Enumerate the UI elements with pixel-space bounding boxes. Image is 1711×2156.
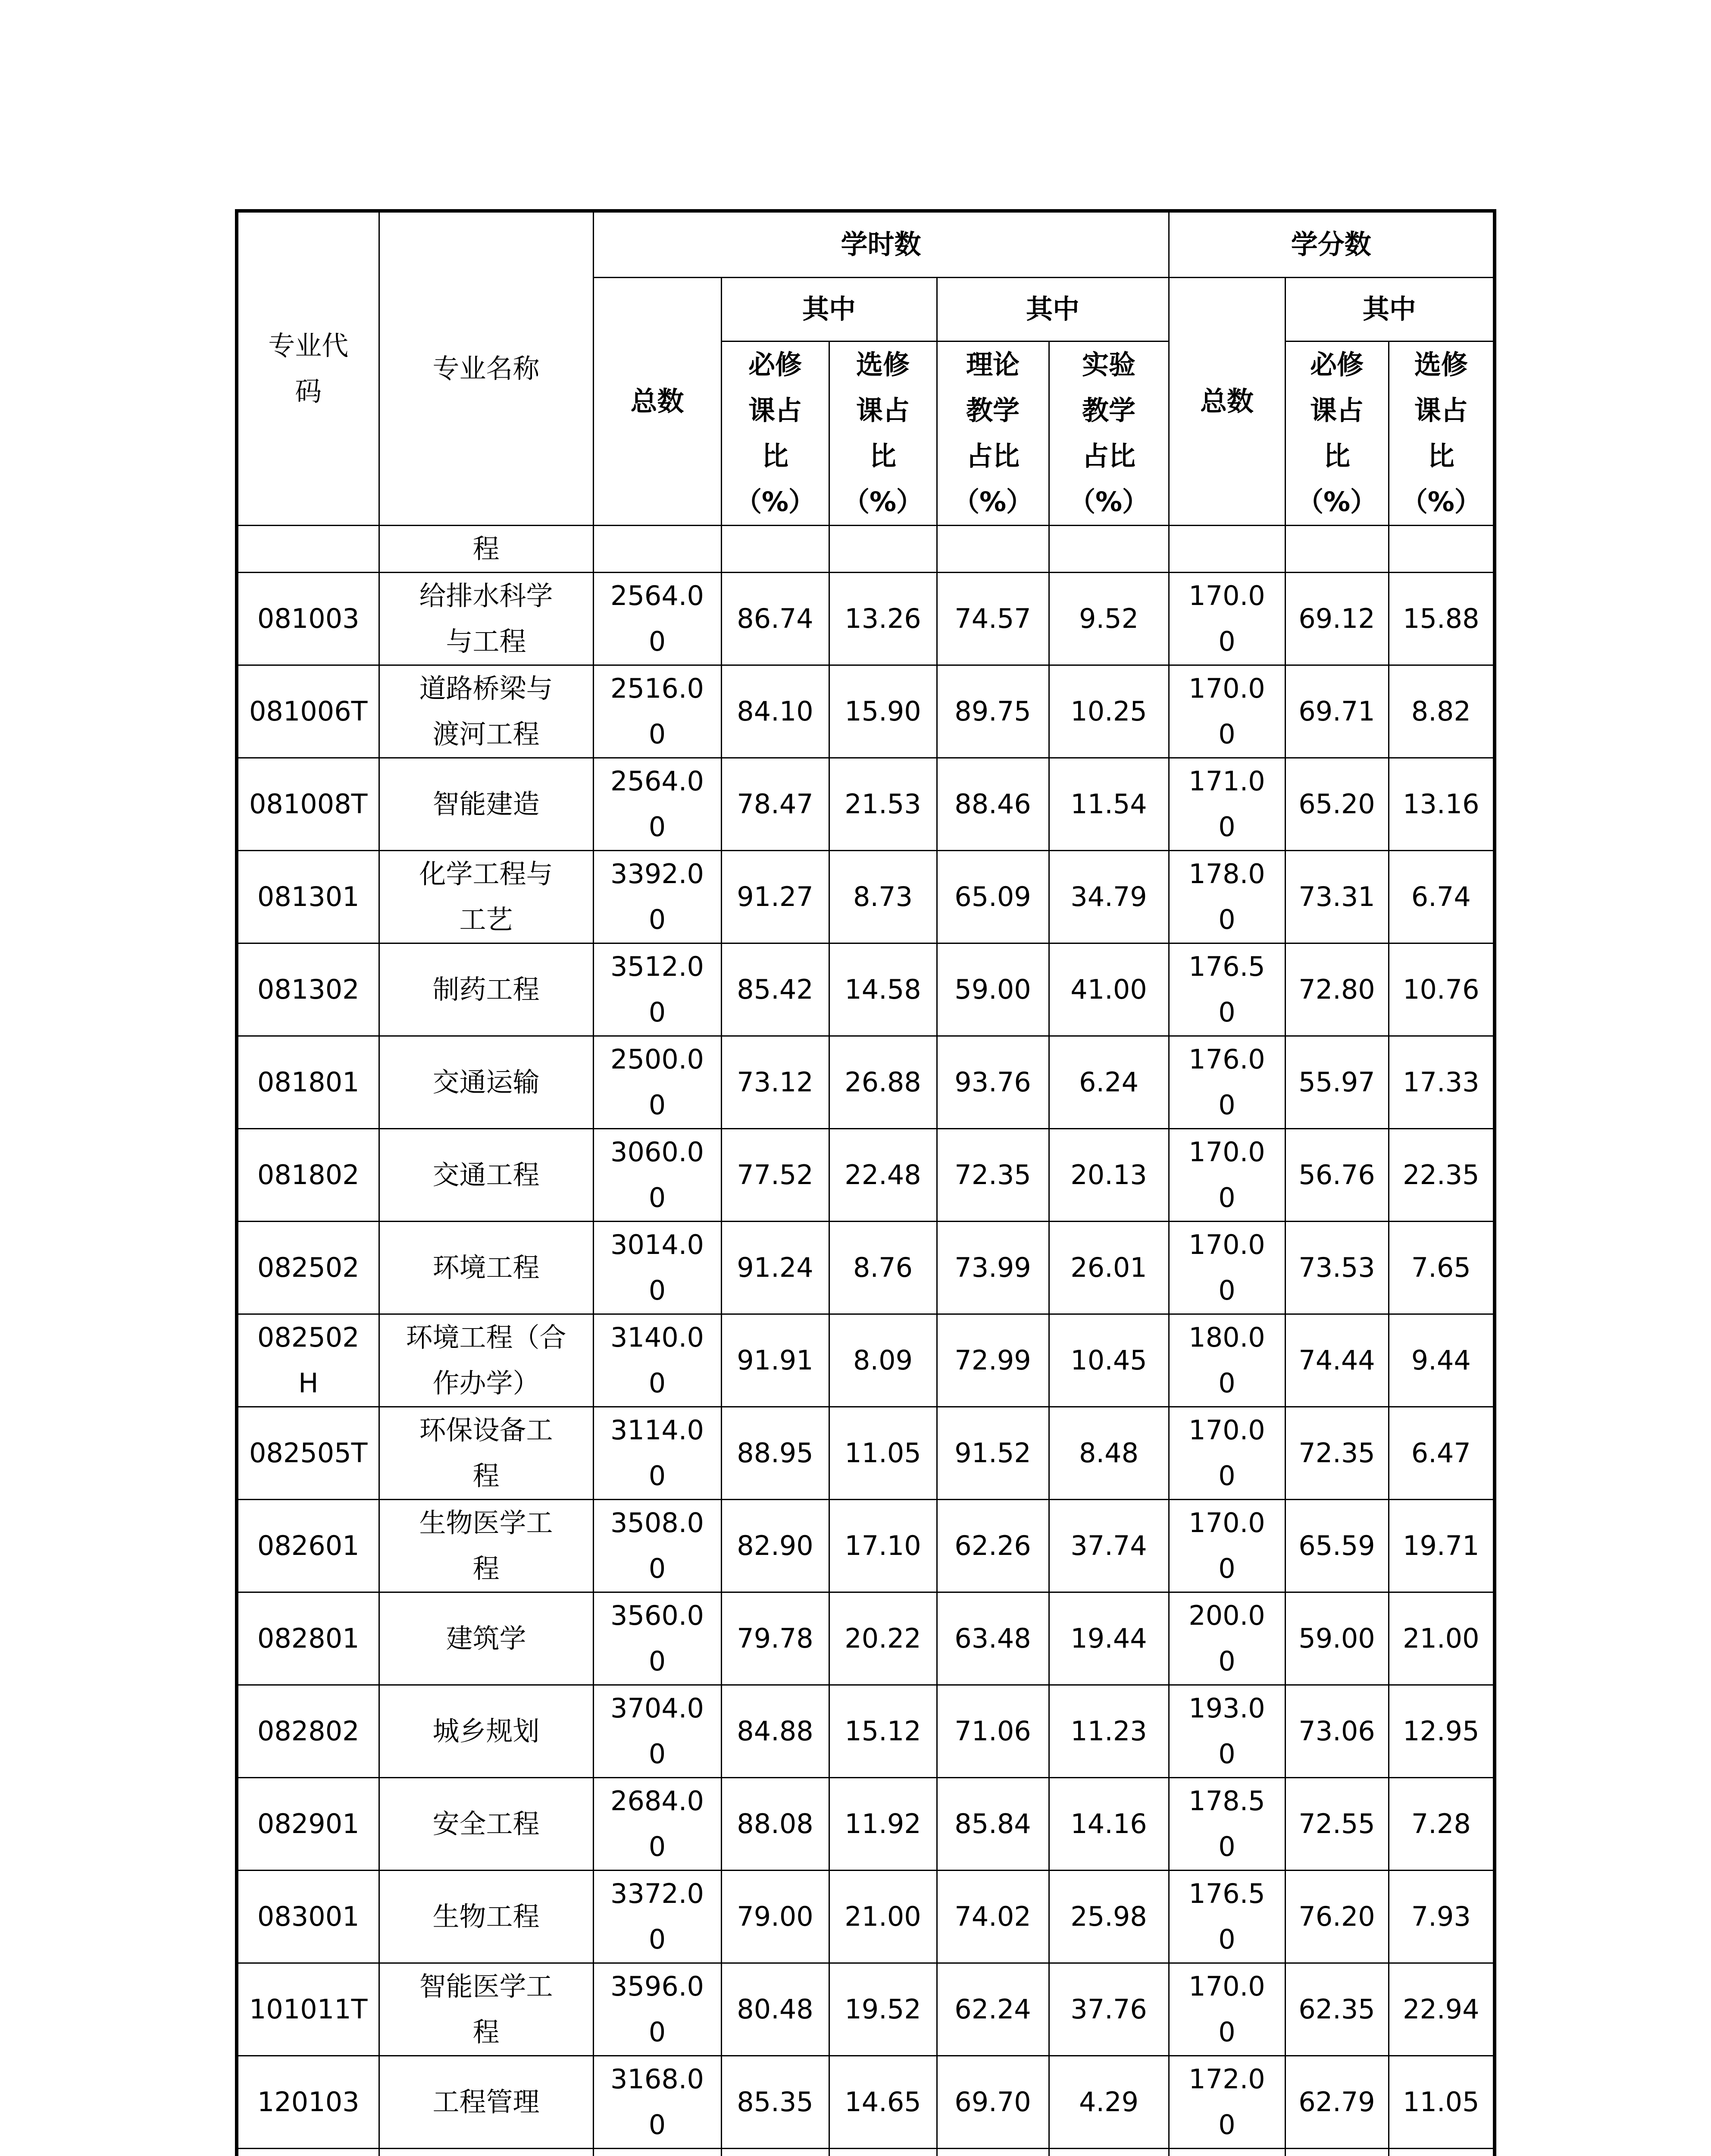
cell-theory: 88.46 — [937, 758, 1049, 850]
cell-hours-total: 3140.0 0 — [593, 1314, 721, 1407]
cell-name: 生物医学工 程 — [379, 1499, 593, 1592]
cell-code: 101011T — [237, 1963, 379, 2056]
cell-hours-elec: 22.48 — [829, 1128, 937, 1221]
header-code: 专业代 码 — [237, 211, 379, 525]
table-row — [237, 665, 1495, 758]
cell-name: 工程管理 — [379, 2056, 593, 2148]
cell-hours-elec — [829, 2148, 937, 2156]
cell-hours-total: 3392.0 0 — [593, 850, 721, 943]
cell-credits-req: 55.97 — [1285, 1036, 1389, 1128]
cell-credits-total: 176.0 0 — [1169, 1036, 1285, 1128]
table-row — [237, 525, 1495, 572]
cell-lab: 9.52 — [1049, 572, 1169, 665]
cell-hours-req: 91.24 — [721, 1221, 829, 1314]
cell-credits-req: 73.31 — [1285, 850, 1389, 943]
cell-theory: 72.99 — [937, 1314, 1049, 1407]
cell-hours-total — [593, 525, 721, 572]
cell-credits-total: 170.0 0 — [1169, 572, 1285, 665]
cell-lab: 10.45 — [1049, 1314, 1169, 1407]
cell-credits-total — [1169, 2148, 1285, 2156]
cell-name: 生物工程 — [379, 1870, 593, 1963]
cell-credits-elec: 6.47 — [1389, 1407, 1495, 1499]
cell-hours-total: 3508.0 0 — [593, 1499, 721, 1592]
cell-theory: 74.57 — [937, 572, 1049, 665]
cell-lab: 19.44 — [1049, 1592, 1169, 1685]
table-row — [237, 1777, 1495, 1870]
cell-hours-total: 3060.0 0 — [593, 1128, 721, 1221]
cell-credits-req: 72.35 — [1285, 1407, 1389, 1499]
cell-hours-elec: 13.26 — [829, 572, 937, 665]
cell-name: 环境工程 — [379, 1221, 593, 1314]
cell-credits-elec: 7.93 — [1389, 1870, 1495, 1963]
cell-hours-req: 86.74 — [721, 572, 829, 665]
table-row — [237, 1128, 1495, 1221]
table-row — [237, 2148, 1495, 2156]
cell-lab: 11.23 — [1049, 1685, 1169, 1777]
cell-credits-elec: 7.28 — [1389, 1777, 1495, 1870]
cell-hours-elec: 17.10 — [829, 1499, 937, 1592]
cell-name: 化学工程与 工艺 — [379, 850, 593, 943]
cell-hours-total: 3560.0 0 — [593, 1592, 721, 1685]
cell-credits-elec: 13.16 — [1389, 758, 1495, 850]
cell-hours-elec: 8.09 — [829, 1314, 937, 1407]
cell-credits-req: 59.00 — [1285, 1592, 1389, 1685]
cell-theory: 72.35 — [937, 1128, 1049, 1221]
cell-hours-elec: 14.65 — [829, 2056, 937, 2148]
cell-hours-total: 2564.0 0 — [593, 572, 721, 665]
cell-lab: 10.25 — [1049, 665, 1169, 758]
table-row — [237, 2056, 1495, 2148]
cell-credits-elec: 10.76 — [1389, 943, 1495, 1036]
cell-theory: 93.76 — [937, 1036, 1049, 1128]
cell-credits-req: 69.12 — [1285, 572, 1389, 665]
cell-credits-total: 193.0 0 — [1169, 1685, 1285, 1777]
cell-code: 082801 — [237, 1592, 379, 1685]
cell-code: 082505T — [237, 1407, 379, 1499]
cell-credits-elec: 21.00 — [1389, 1592, 1495, 1685]
cell-hours-req: 84.88 — [721, 1685, 829, 1777]
cell-hours-req: 79.78 — [721, 1592, 829, 1685]
cell-hours-req: 82.90 — [721, 1499, 829, 1592]
cell-credits-elec: 8.82 — [1389, 665, 1495, 758]
cell-theory: 74.02 — [937, 1870, 1049, 1963]
cell-credits-req: 76.20 — [1285, 1870, 1389, 1963]
cell-lab — [1049, 2148, 1169, 2156]
cell-code: 082802 — [237, 1685, 379, 1777]
cell-hours-total: 3014.0 0 — [593, 1221, 721, 1314]
cell-hours-req: 88.08 — [721, 1777, 829, 1870]
table-row — [237, 1036, 1495, 1128]
header-credits-of-which: 其中 — [1285, 277, 1495, 341]
cell-hours-req — [721, 525, 829, 572]
table-row — [237, 1314, 1495, 1407]
cell-credits-elec: 15.88 — [1389, 572, 1495, 665]
cell-theory: 63.48 — [937, 1592, 1049, 1685]
cell-credits-elec: 17.33 — [1389, 1036, 1495, 1128]
cell-lab — [1049, 525, 1169, 572]
cell-name: 安全工程 — [379, 1777, 593, 1870]
cell-credits-total: 176.5 0 — [1169, 943, 1285, 1036]
table-row — [237, 572, 1495, 665]
cell-hours-req — [721, 2148, 829, 2156]
cell-code: 081008T — [237, 758, 379, 850]
cell-code: 120103 — [237, 2056, 379, 2148]
table-row — [237, 1221, 1495, 1314]
cell-hours-req: 73.12 — [721, 1036, 829, 1128]
table-row — [237, 943, 1495, 1036]
cell-name: 制药工程 — [379, 943, 593, 1036]
table-row — [237, 1592, 1495, 1685]
cell-hours-total: 3596.0 0 — [593, 1963, 721, 2056]
cell-lab: 6.24 — [1049, 1036, 1169, 1128]
cell-credits-total: 170.0 0 — [1169, 1963, 1285, 2056]
cell-lab: 37.74 — [1049, 1499, 1169, 1592]
cell-credits-total: 180.0 0 — [1169, 1314, 1285, 1407]
cell-code: 082601 — [237, 1499, 379, 1592]
cell-hours-elec: 11.92 — [829, 1777, 937, 1870]
cell-name — [379, 2148, 593, 2156]
header-theory-pct: 理论 教学 占比 （%） — [937, 341, 1049, 525]
cell-credits-total: 176.5 0 — [1169, 1870, 1285, 1963]
cell-name: 智能建造 — [379, 758, 593, 850]
cell-credits-req: 74.44 — [1285, 1314, 1389, 1407]
cell-lab: 26.01 — [1049, 1221, 1169, 1314]
cell-hours-req: 79.00 — [721, 1870, 829, 1963]
cell-hours-req: 85.42 — [721, 943, 829, 1036]
cell-hours-req: 91.27 — [721, 850, 829, 943]
cell-code: 083001 — [237, 1870, 379, 1963]
table-row — [237, 758, 1495, 850]
cell-lab: 8.48 — [1049, 1407, 1169, 1499]
cell-code: 082901 — [237, 1777, 379, 1870]
cell-lab: 41.00 — [1049, 943, 1169, 1036]
cell-code: 081301 — [237, 850, 379, 943]
cell-credits-total: 170.0 0 — [1169, 665, 1285, 758]
cell-hours-elec: 20.22 — [829, 1592, 937, 1685]
cell-credits-total: 171.0 0 — [1169, 758, 1285, 850]
cell-hours-req: 84.10 — [721, 665, 829, 758]
cell-name: 给排水科学 与工程 — [379, 572, 593, 665]
curriculum-table — [235, 209, 1496, 2156]
cell-credits-req — [1285, 525, 1389, 572]
cell-hours-req: 78.47 — [721, 758, 829, 850]
cell-name: 程 — [379, 525, 593, 572]
cell-hours-total: 3512.0 0 — [593, 943, 721, 1036]
cell-credits-req: 65.59 — [1285, 1499, 1389, 1592]
header-teaching-of-which: 其中 — [937, 277, 1169, 341]
header-credits-group: 学分数 — [1169, 211, 1495, 277]
cell-credits-req: 62.79 — [1285, 2056, 1389, 2148]
cell-name: 环保设备工 程 — [379, 1407, 593, 1499]
cell-hours-total: 3114.0 0 — [593, 1407, 721, 1499]
cell-lab: 25.98 — [1049, 1870, 1169, 1963]
cell-credits-req: 72.80 — [1285, 943, 1389, 1036]
cell-theory: 71.06 — [937, 1685, 1049, 1777]
cell-code: 081302 — [237, 943, 379, 1036]
cell-hours-req: 80.48 — [721, 1963, 829, 2056]
cell-credits-elec: 9.44 — [1389, 1314, 1495, 1407]
header-hours-required-pct: 必修 课占 比 （%） — [721, 341, 829, 525]
table-body — [237, 525, 1495, 2156]
header-lab-pct: 实验 教学 占比 （%） — [1049, 341, 1169, 525]
cell-code: 082502 H — [237, 1314, 379, 1407]
cell-credits-req: 72.55 — [1285, 1777, 1389, 1870]
cell-code: 081802 — [237, 1128, 379, 1221]
cell-credits-elec: 22.35 — [1389, 1128, 1495, 1221]
table-row — [237, 1407, 1495, 1499]
header-credits-elective-pct: 选修 课占 比 （%） — [1389, 341, 1495, 525]
cell-credits-elec: 22.94 — [1389, 1963, 1495, 2056]
table-row — [237, 1685, 1495, 1777]
cell-theory: 62.24 — [937, 1963, 1049, 2056]
cell-lab: 37.76 — [1049, 1963, 1169, 2056]
cell-hours-elec: 8.76 — [829, 1221, 937, 1314]
cell-name: 环境工程（合 作办学） — [379, 1314, 593, 1407]
cell-hours-total: 3168.0 0 — [593, 2056, 721, 2148]
cell-hours-elec: 11.05 — [829, 1407, 937, 1499]
cell-hours-elec: 26.88 — [829, 1036, 937, 1128]
cell-hours-total: 2564.0 0 — [593, 758, 721, 850]
header-credits-total: 总数 — [1169, 277, 1285, 525]
cell-theory: 69.70 — [937, 2056, 1049, 2148]
cell-credits-req: 56.76 — [1285, 1128, 1389, 1221]
cell-credits-req: 65.20 — [1285, 758, 1389, 850]
cell-hours-elec: 19.52 — [829, 1963, 937, 2056]
table-header — [237, 211, 1495, 525]
cell-credits-total: 170.0 0 — [1169, 1407, 1285, 1499]
table-row — [237, 1499, 1495, 1592]
cell-name: 建筑学 — [379, 1592, 593, 1685]
cell-credits-req: 73.53 — [1285, 1221, 1389, 1314]
table-row — [237, 1870, 1495, 1963]
cell-lab: 14.16 — [1049, 1777, 1169, 1870]
cell-credits-total — [1169, 525, 1285, 572]
cell-credits-elec: 6.74 — [1389, 850, 1495, 943]
cell-hours-total — [593, 2148, 721, 2156]
cell-credits-elec: 11.05 — [1389, 2056, 1495, 2148]
cell-theory: 62.26 — [937, 1499, 1049, 1592]
header-hours-total: 总数 — [593, 277, 721, 525]
cell-theory: 65.09 — [937, 850, 1049, 943]
header-credits-required-pct: 必修 课占 比 （%） — [1285, 341, 1389, 525]
cell-credits-total: 170.0 0 — [1169, 1128, 1285, 1221]
table-row — [237, 1963, 1495, 2056]
cell-hours-elec: 21.00 — [829, 1870, 937, 1963]
cell-theory — [937, 525, 1049, 572]
cell-credits-total: 170.0 0 — [1169, 1221, 1285, 1314]
cell-lab: 11.54 — [1049, 758, 1169, 850]
cell-code — [237, 2148, 379, 2156]
cell-name: 智能医学工 程 — [379, 1963, 593, 2056]
cell-theory: 73.99 — [937, 1221, 1049, 1314]
cell-code: 082502 — [237, 1221, 379, 1314]
header-hours-elective-pct: 选修 课占 比 （%） — [829, 341, 937, 525]
cell-hours-total: 3372.0 0 — [593, 1870, 721, 1963]
cell-credits-total: 172.0 0 — [1169, 2056, 1285, 2148]
cell-hours-elec — [829, 525, 937, 572]
cell-hours-total: 3704.0 0 — [593, 1685, 721, 1777]
cell-hours-req: 91.91 — [721, 1314, 829, 1407]
cell-code: 081006T — [237, 665, 379, 758]
cell-credits-elec: 19.71 — [1389, 1499, 1495, 1592]
cell-theory: 89.75 — [937, 665, 1049, 758]
cell-hours-req: 85.35 — [721, 2056, 829, 2148]
cell-name: 城乡规划 — [379, 1685, 593, 1777]
cell-lab: 4.29 — [1049, 2056, 1169, 2148]
cell-credits-req: 62.35 — [1285, 1963, 1389, 2056]
cell-name: 道路桥梁与 渡河工程 — [379, 665, 593, 758]
cell-hours-total: 2684.0 0 — [593, 1777, 721, 1870]
cell-hours-elec: 14.58 — [829, 943, 937, 1036]
cell-lab: 34.79 — [1049, 850, 1169, 943]
header-hours-group: 学时数 — [593, 211, 1169, 277]
cell-theory: 59.00 — [937, 943, 1049, 1036]
cell-hours-total: 2500.0 0 — [593, 1036, 721, 1128]
cell-hours-elec: 15.12 — [829, 1685, 937, 1777]
cell-credits-total: 170.0 0 — [1169, 1499, 1285, 1592]
cell-credits-elec — [1389, 525, 1495, 572]
table-row — [237, 850, 1495, 943]
cell-name: 交通工程 — [379, 1128, 593, 1221]
cell-credits-req — [1285, 2148, 1389, 2156]
cell-credits-req: 73.06 — [1285, 1685, 1389, 1777]
cell-theory: 91.52 — [937, 1407, 1049, 1499]
cell-hours-elec: 21.53 — [829, 758, 937, 850]
cell-hours-elec: 15.90 — [829, 665, 937, 758]
cell-hours-elec: 8.73 — [829, 850, 937, 943]
cell-credits-total: 178.0 0 — [1169, 850, 1285, 943]
cell-credits-elec: 7.65 — [1389, 1221, 1495, 1314]
cell-credits-req: 69.71 — [1285, 665, 1389, 758]
cell-theory — [937, 2148, 1049, 2156]
cell-code: 081003 — [237, 572, 379, 665]
cell-credits-elec — [1389, 2148, 1495, 2156]
cell-name: 交通运输 — [379, 1036, 593, 1128]
cell-credits-elec: 12.95 — [1389, 1685, 1495, 1777]
cell-code: 081801 — [237, 1036, 379, 1128]
cell-lab: 20.13 — [1049, 1128, 1169, 1221]
cell-hours-req: 77.52 — [721, 1128, 829, 1221]
cell-credits-total: 178.5 0 — [1169, 1777, 1285, 1870]
cell-hours-total: 2516.0 0 — [593, 665, 721, 758]
cell-hours-req: 88.95 — [721, 1407, 829, 1499]
header-hours-of-which: 其中 — [721, 277, 937, 341]
header-name: 专业名称 — [379, 211, 593, 525]
cell-credits-total: 200.0 0 — [1169, 1592, 1285, 1685]
cell-code — [237, 525, 379, 572]
cell-theory: 85.84 — [937, 1777, 1049, 1870]
